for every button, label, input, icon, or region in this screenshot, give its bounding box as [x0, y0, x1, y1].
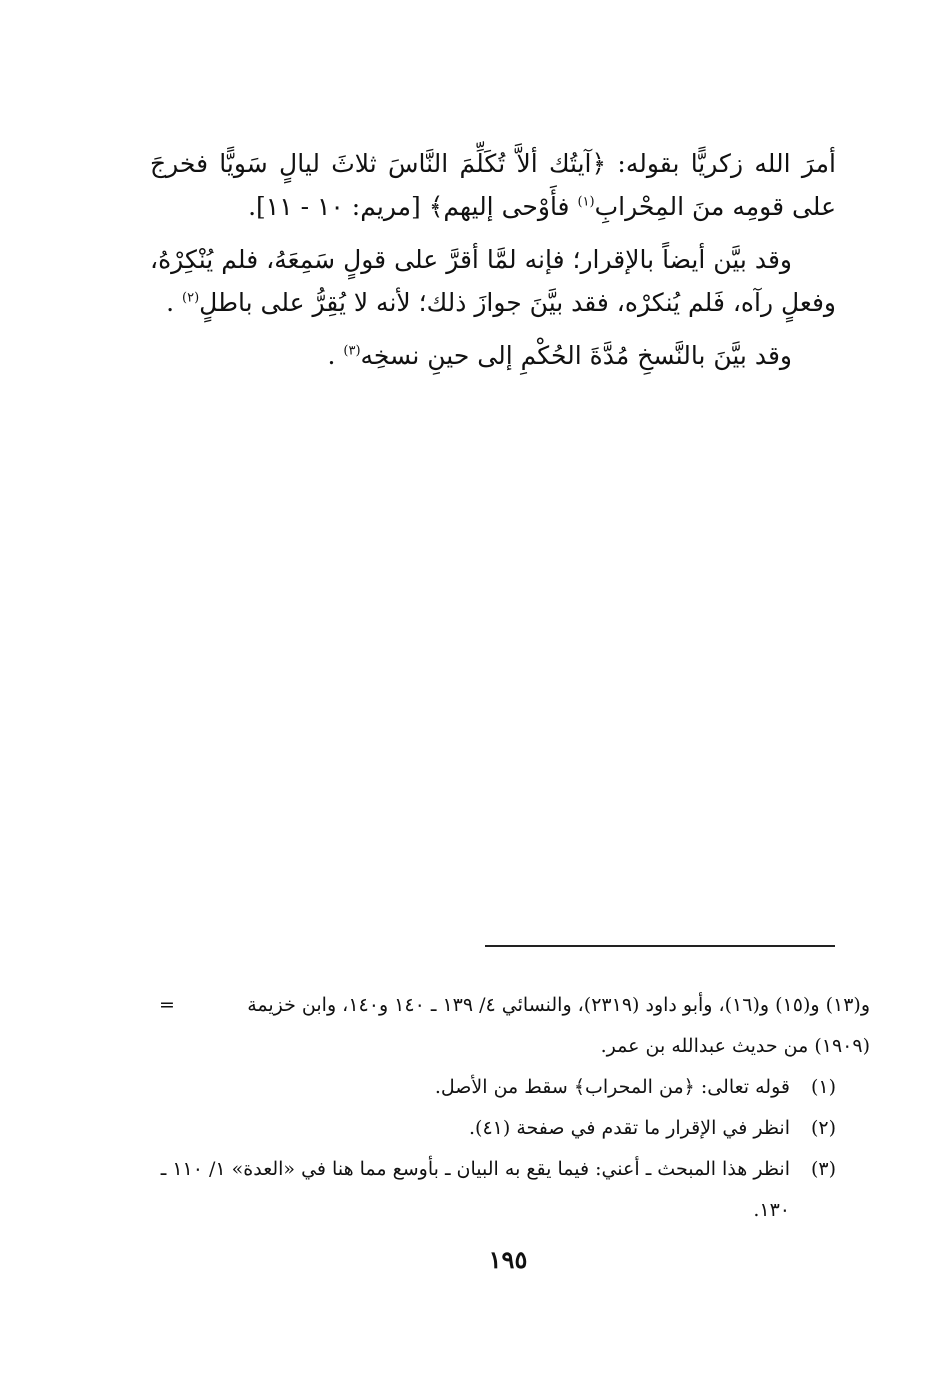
- page-number: ١٩٥: [488, 1245, 528, 1274]
- footnote-2-text: انظر في الإقرار ما تقدم في صفحة (٤١).: [469, 1117, 790, 1139]
- paragraph-2-text: وقد بيَّن أيضاً بالإقرار؛ فإنه لمَّا أقرَّ على قولٍ سَمِعَهُ، فلم يُنْكِرْهُ، وفعلٍ رآه، فَلم يُنكرْه، فقد بيَّنَ جوازَ ذلك؛ لأنه لا يُقِرُّ على باطلٍ: [150, 245, 836, 317]
- footnote-3-text: انظر هذا المبحث ـ أعني: فيما يقع به البيان ـ بأوسع مما هنا في «العدة» ١/ ١١٠ ـ ١٣٠.: [160, 1158, 790, 1221]
- footnote-3-marker: (٣): [810, 1158, 836, 1180]
- paragraph-3-text: وقد بيَّنَ بالنَّسخِ مُدَّةَ الحُكْمِ إلى حينِ نسخِه: [360, 341, 792, 370]
- main-text: [150, 142, 836, 377]
- paragraph-1: [150, 142, 836, 228]
- footnote-continuation-text: و(١٣) و(١٥) و(١٦)، وأبو داود (٢٣١٩)، والنسائي ٤/ ١٣٩ ـ ١٤٠ و١٤٠، وابن خزيمة (١٩٠٩) من حديث عبدالله بن عمر.: [247, 994, 870, 1057]
- paragraph-2: [150, 238, 836, 324]
- footnote-continuation-marker: =: [159, 994, 175, 1016]
- footnote-continuation: [150, 985, 870, 1067]
- paragraph-3-end: .: [327, 341, 336, 370]
- paragraph-3: [150, 334, 836, 377]
- footnote-1-text: قوله تعالى: ﴿من المحراب﴾ سقط من الأصل.: [434, 1076, 790, 1098]
- footnote-3: [150, 1149, 870, 1231]
- footnote-2-marker: (٢): [810, 1117, 836, 1139]
- footnote-ref-2: (٢): [182, 290, 200, 306]
- paragraph-2-end: .: [166, 288, 175, 317]
- footnote-ref-1: (١): [577, 194, 595, 210]
- footnote-ref-3: (٣): [343, 343, 361, 359]
- paragraph-1-end: فأَوْحى إليهم﴾ [مريم: ١٠ - ١١].: [248, 192, 570, 221]
- paragraph-1-text: أمرَ الله زكريًّا بقوله: ﴿آيتُك ألاَّ تُكَلِّمَ النَّاسَ ثلاثَ ليالٍ سَويًّا فخرجَ على قومِه منَ المِحْرابِ: [150, 149, 836, 221]
- footnote-2: [150, 1108, 870, 1149]
- footnotes: [150, 985, 870, 1231]
- footnote-1-marker: (١): [810, 1076, 836, 1098]
- footnote-1: [150, 1067, 870, 1108]
- footnote-separator: [485, 945, 835, 947]
